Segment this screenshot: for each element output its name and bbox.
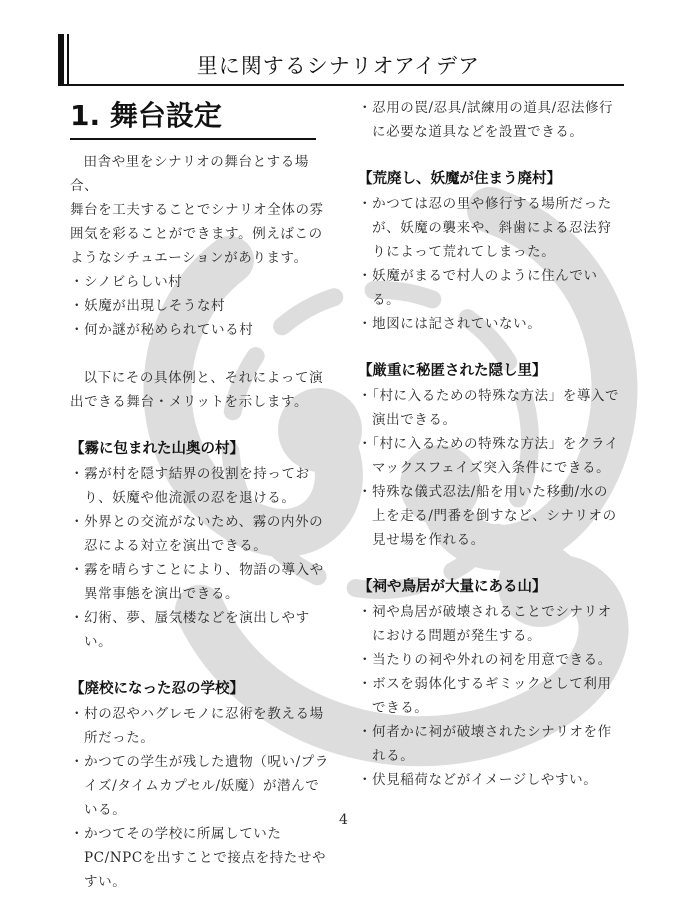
intro-paragraph: 田舎や里をシナリオの舞台とする場合、 舞台を工夫することでシナリオ全体の雰 囲気を彩ることができます。例えばこの ようなシチュエーションがあります。 (70, 154, 324, 266)
list-item: ・ 霧を晴らすことにより、物語の導入や異常事態を演出できる。 (70, 558, 332, 606)
village-bullet-list (358, 600, 620, 792)
village-heading: 【霧に包まれた山奥の村】 (70, 441, 244, 457)
list-item: ・ 霧が村を隠す結界の役割を持っており、妖魔や他流派の忍を退ける。 (70, 462, 332, 510)
village-heading: 【廃校になった忍の学校】 (70, 681, 244, 697)
list-item: ・ 特殊な儀式忍法/船を用いた移動/水の上を走る/門番を倒すなど、シナリオの見せ場を作れる。 (358, 480, 620, 552)
village-bullet-list (70, 462, 332, 654)
list-item: ・ 「村に入るための特殊な方法」をクライマックスフェイズ突入条件にできる。 (358, 432, 620, 480)
list-item: ・ ボスを弱体化するギミックとして利用できる。 (358, 672, 620, 720)
list-item: ・ かつては忍の里や修行する場所だったが、妖魔の襲来や、斜歯による忍法狩りによって荒れてしまった。 (358, 192, 620, 264)
right-column (358, 96, 620, 792)
list-item: ・ 幻術、夢、蜃気楼などを演出しやすい。 (70, 606, 332, 654)
village-bullet-list (70, 702, 332, 894)
intro-bullet-list (70, 270, 332, 342)
village-heading: 【荒廃し、妖魔が住まう廃村】 (358, 171, 561, 187)
village-heading: 【祠や鳥居が大量にある山】 (358, 579, 547, 595)
list-item: ・ 伏見稲荷などがイメージしやすい。 (358, 768, 620, 792)
village-bullet-list (358, 384, 620, 552)
village-heading: 【厳重に秘匿された隠し里】 (358, 363, 547, 379)
header-underline (58, 84, 624, 86)
examples-paragraph: 以下にその具体例と、それによって演 出できる舞台・メリットを示します。 (70, 370, 324, 410)
list-item: ・ 妖魔が出現しそうな村 (70, 294, 332, 318)
continued-bullet-list (358, 96, 620, 144)
header-accent-bar-thin (67, 34, 69, 86)
list-item: ・ 「村に入るための特殊な方法」を導入で演出できる。 (358, 384, 620, 432)
list-item: ・ 何者かに祠が破壊されたシナリオを作れる。 (358, 720, 620, 768)
list-item: ・ 妖魔がまるで村人のように住んでいる。 (358, 264, 620, 312)
list-item: ・ 当たりの祠や外れの祠を用意できる。 (358, 648, 620, 672)
list-item: ・ 村の忍やハグレモノに忍術を教える場所だった。 (70, 702, 332, 750)
village-bullet-list (358, 192, 620, 336)
list-item: ・ 何か謎が秘められている村 (70, 318, 332, 342)
list-item: ・ かつての学生が残した遺物（呪い/プライズ/タイムカプセル/妖魔）が潜んでいる。 (70, 750, 332, 822)
header-title: 里に関するシナリオアイデア (196, 54, 480, 78)
left-column (70, 96, 332, 894)
list-item: ・ 外界との交流がないため、霧の内外の忍による対立を演出できる。 (70, 510, 332, 558)
page-header (58, 34, 624, 86)
section-title: 1. 舞台設定 (70, 96, 316, 140)
header-accent-bar (58, 34, 64, 86)
list-item: ・ 忍用の罠/忍具/試練用の道具/忍法修行に必要な道具などを設置できる。 (358, 96, 620, 144)
list-item: ・ かつてその学校に所属していたPC/NPCを出すことで接点を持たせやすい。 (70, 822, 332, 894)
list-item: ・ シノビらしい村 (70, 270, 332, 294)
list-item: ・ 祠や鳥居が破壊されることでシナリオにおける問題が発生する。 (358, 600, 620, 648)
list-item: ・ 地図には記されていない。 (358, 312, 620, 336)
page-number: 4 (339, 812, 348, 828)
